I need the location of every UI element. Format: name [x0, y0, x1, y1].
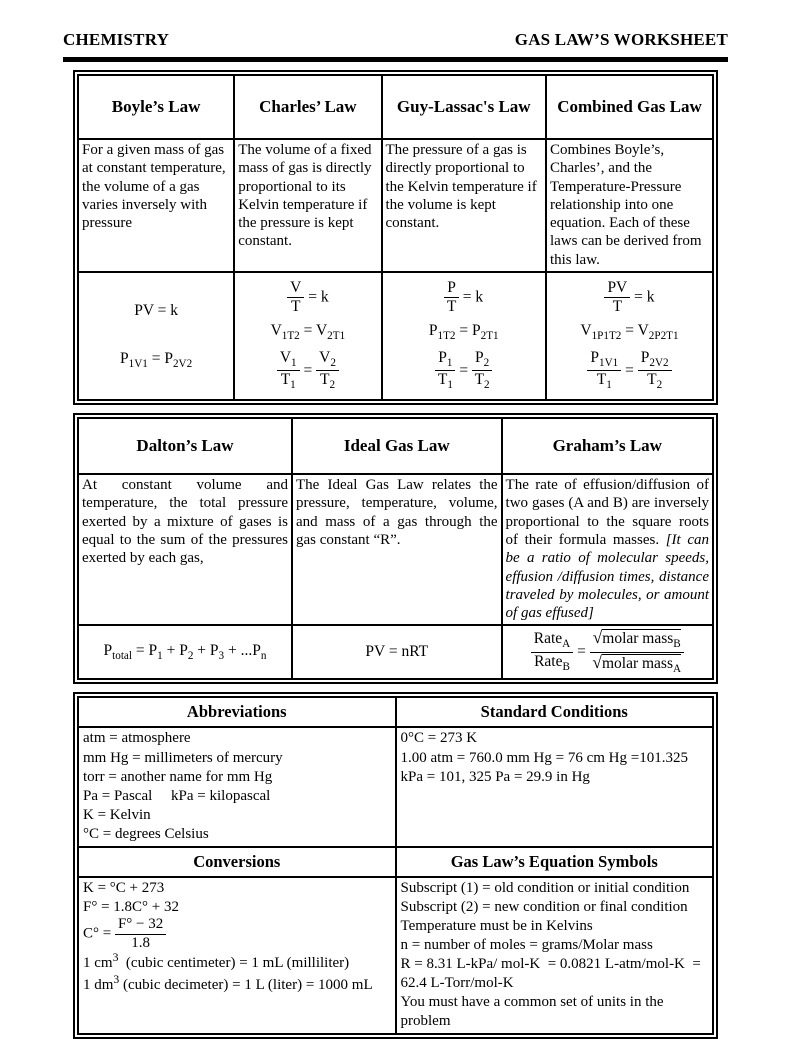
- formula: $\frac{P_{1V1}}{T_1}$ = $\frac{P_{2V2}}{T_2}$: [587, 350, 671, 393]
- formula: $V_{1P1T2} = V_{2P2T1}$: [580, 322, 679, 343]
- reference-body-row-1: [78, 727, 713, 846]
- formula-line: C° = $\frac{F^\circ - 32}{1.8}$: [83, 917, 391, 952]
- reference-body-row-2: [78, 877, 713, 1034]
- formula-line: K = °C + 273: [83, 879, 165, 896]
- standard-conditions-title: Standard Conditions: [396, 697, 714, 727]
- description-text: Combines Boyle’s, Charles’, and the Temperature-Pressure relationship into one equation. Each of these laws can be derived from this law.: [549, 142, 702, 268]
- text-line: °C = degrees Celsius: [83, 825, 209, 842]
- formula: $\frac{V_1}{T_1}$ = $\frac{V_2}{T_2}$: [277, 350, 339, 393]
- text-line: torr = another name for mm Hg: [83, 768, 273, 785]
- formula-line: F° = 1.8C° + 32: [83, 898, 180, 915]
- text-line: You must have a common set of units in the problem: [400, 994, 664, 1030]
- secondary-law-titles-row: [78, 418, 713, 474]
- text-line: Subscript (1) = old condition or initial condition: [400, 879, 690, 896]
- description-text: At constant volume and temperature, the total pressure exerted by a mixture of gases is equal to the sum of the pressures exerted by each gas,: [82, 477, 288, 567]
- secondary-law-description-0: [78, 474, 292, 625]
- formula-line: 1 $cm^3$ (cubic centimeter) = 1 mL (milliliter): [83, 951, 350, 972]
- formula: $\frac{V}{T}$ = k: [287, 280, 328, 316]
- text-line: 0°C = 273 K: [400, 730, 478, 747]
- formula-stack: [503, 626, 712, 678]
- text-line: mm Hg = millimeters of mercury: [83, 749, 283, 766]
- formula: $P_{1V1} = P_{2V2}$: [120, 349, 193, 370]
- formula: $P_{total} = P_1 + P_2 + P_3 + ...P_n$: [103, 642, 267, 663]
- description-text: For a given mass of gas at constant temperature, the volume of a gas varies inversely with pressure: [82, 142, 226, 232]
- conversions-title: Conversions: [78, 847, 396, 877]
- secondary-law-description-2: [502, 474, 713, 625]
- secondary-law-formulas-1: [292, 625, 502, 679]
- secondary-law-title-2: Graham’s Law: [502, 418, 713, 474]
- formula: $\frac{PV}{T}$ = k: [604, 280, 654, 316]
- formula-stack: [79, 273, 233, 399]
- primary-law-titles-row: [78, 75, 713, 139]
- formula: $P_{1T2} = P_{2T1}$: [428, 322, 499, 343]
- page-header: [63, 30, 728, 50]
- text-line: 1.00 atm = 760.0 mm Hg = 76 cm Hg =101.325: [400, 749, 688, 766]
- description-text: The volume of a fixed mass of gas is directly proportional to its Kelvin temperature if the pressure is kept constant.: [238, 142, 372, 250]
- secondary-law-description-1: [292, 474, 502, 625]
- equation-symbols-list: [396, 877, 714, 1034]
- conversions-list: [78, 877, 396, 1034]
- header-subject-title: CHEMISTRY: [63, 30, 170, 49]
- secondary-law-descriptions-row: [78, 474, 713, 625]
- primary-law-formulas-3: [546, 272, 713, 400]
- formula-stack: [293, 626, 501, 678]
- formula-stack: [383, 273, 545, 399]
- primary-laws-grid: [77, 74, 714, 401]
- reference-grid: [77, 696, 714, 1035]
- primary-law-description-1: [234, 139, 381, 272]
- formula-line: 1 $dm^3$ (cubic decimeter) = 1 L (liter) = 1000 mL: [83, 973, 373, 994]
- text-line: atm = atmosphere: [83, 730, 191, 747]
- formula-stack: [235, 273, 380, 399]
- text-line: Pa = Pascal kPa = kilopascal: [83, 787, 271, 804]
- secondary-law-title-1: Ideal Gas Law: [292, 418, 502, 474]
- primary-law-title-0: Boyle’s Law: [78, 75, 234, 139]
- primary-law-formulas-0: [78, 272, 234, 400]
- formula: PV = k: [134, 302, 178, 320]
- primary-law-description-2: [382, 139, 546, 272]
- text-line: K = Kelvin: [83, 806, 151, 823]
- reference-titles-row-1: [78, 697, 713, 727]
- primary-laws-table: [73, 70, 718, 405]
- primary-law-formulas-row: [78, 272, 713, 400]
- abbreviations-title: Abbreviations: [78, 697, 396, 727]
- primary-law-title-2: Guy-Lassac's Law: [382, 75, 546, 139]
- secondary-law-formulas-0: [78, 625, 292, 679]
- text-line: kPa = 101, 325 Pa = 29.9 in Hg: [400, 768, 590, 785]
- formula: $\frac{P_1}{T_1}$ = $\frac{P_2}{T_2}$: [435, 350, 492, 393]
- text-line: Temperature must be in Kelvins: [400, 917, 593, 934]
- description-text: The Ideal Gas Law relates the pressure, temperature, volume, and mass of a gas through the gas constant “R”.: [295, 477, 498, 548]
- description-italic-note: [It can be a ratio of molecular speeds, effusion /diffusion times, distance traveled by molecules, or amount of gas effused]: [505, 531, 709, 622]
- primary-law-description-0: [78, 139, 234, 272]
- text-line: n = number of moles = grams/Molar mass: [400, 936, 653, 953]
- text-line: R = 8.31 L-kPa/ mol-K = 0.0821 L-atm/mol-K =: [400, 955, 701, 972]
- secondary-law-formulas-2: [502, 625, 713, 679]
- secondary-law-title-0: Dalton’s Law: [78, 418, 292, 474]
- formula: $\frac{P}{T}$ = k: [444, 280, 483, 316]
- equation-symbols-title: Gas Law’s Equation Symbols: [396, 847, 714, 877]
- header-rule: [63, 57, 728, 62]
- formula-stack: [547, 273, 712, 399]
- secondary-law-formulas-row: [78, 625, 713, 679]
- formula: PV = nRT: [365, 643, 429, 661]
- formula-stack: [79, 626, 291, 678]
- primary-law-descriptions-row: [78, 139, 713, 272]
- primary-law-formulas-1: [234, 272, 381, 400]
- text-line: 62.4 L-Torr/mol-K: [400, 974, 514, 991]
- formula: $\frac{Rate_A}{Rate_B}$ = $\frac{√molar mass_B}{√molar mass_A}$: [531, 629, 684, 676]
- standard-conditions-list: [396, 727, 714, 846]
- description-text: The pressure of a gas is directly proportional to the Kelvin temperature if the volume is kept constant.: [385, 142, 537, 232]
- secondary-laws-table: [73, 413, 718, 684]
- reference-titles-row-2: [78, 847, 713, 877]
- secondary-laws-grid: [77, 417, 714, 680]
- primary-law-description-3: [546, 139, 713, 272]
- primary-law-title-3: Combined Gas Law: [546, 75, 713, 139]
- reference-table: [73, 692, 718, 1039]
- primary-law-title-1: Charles’ Law: [234, 75, 381, 139]
- primary-law-formulas-2: [382, 272, 546, 400]
- header-worksheet-title: GAS LAW’S WORKSHEET: [514, 30, 728, 49]
- description-text: The rate of effusion/diffusion of two gases (A and B) are inversely proportional to the square roots of their formula masses.: [505, 477, 709, 548]
- text-line: Subscript (2) = new condition or final condition: [400, 898, 688, 915]
- abbreviations-list: [78, 727, 396, 846]
- formula: $V_{1T2} = V_{2T1}$: [270, 322, 346, 343]
